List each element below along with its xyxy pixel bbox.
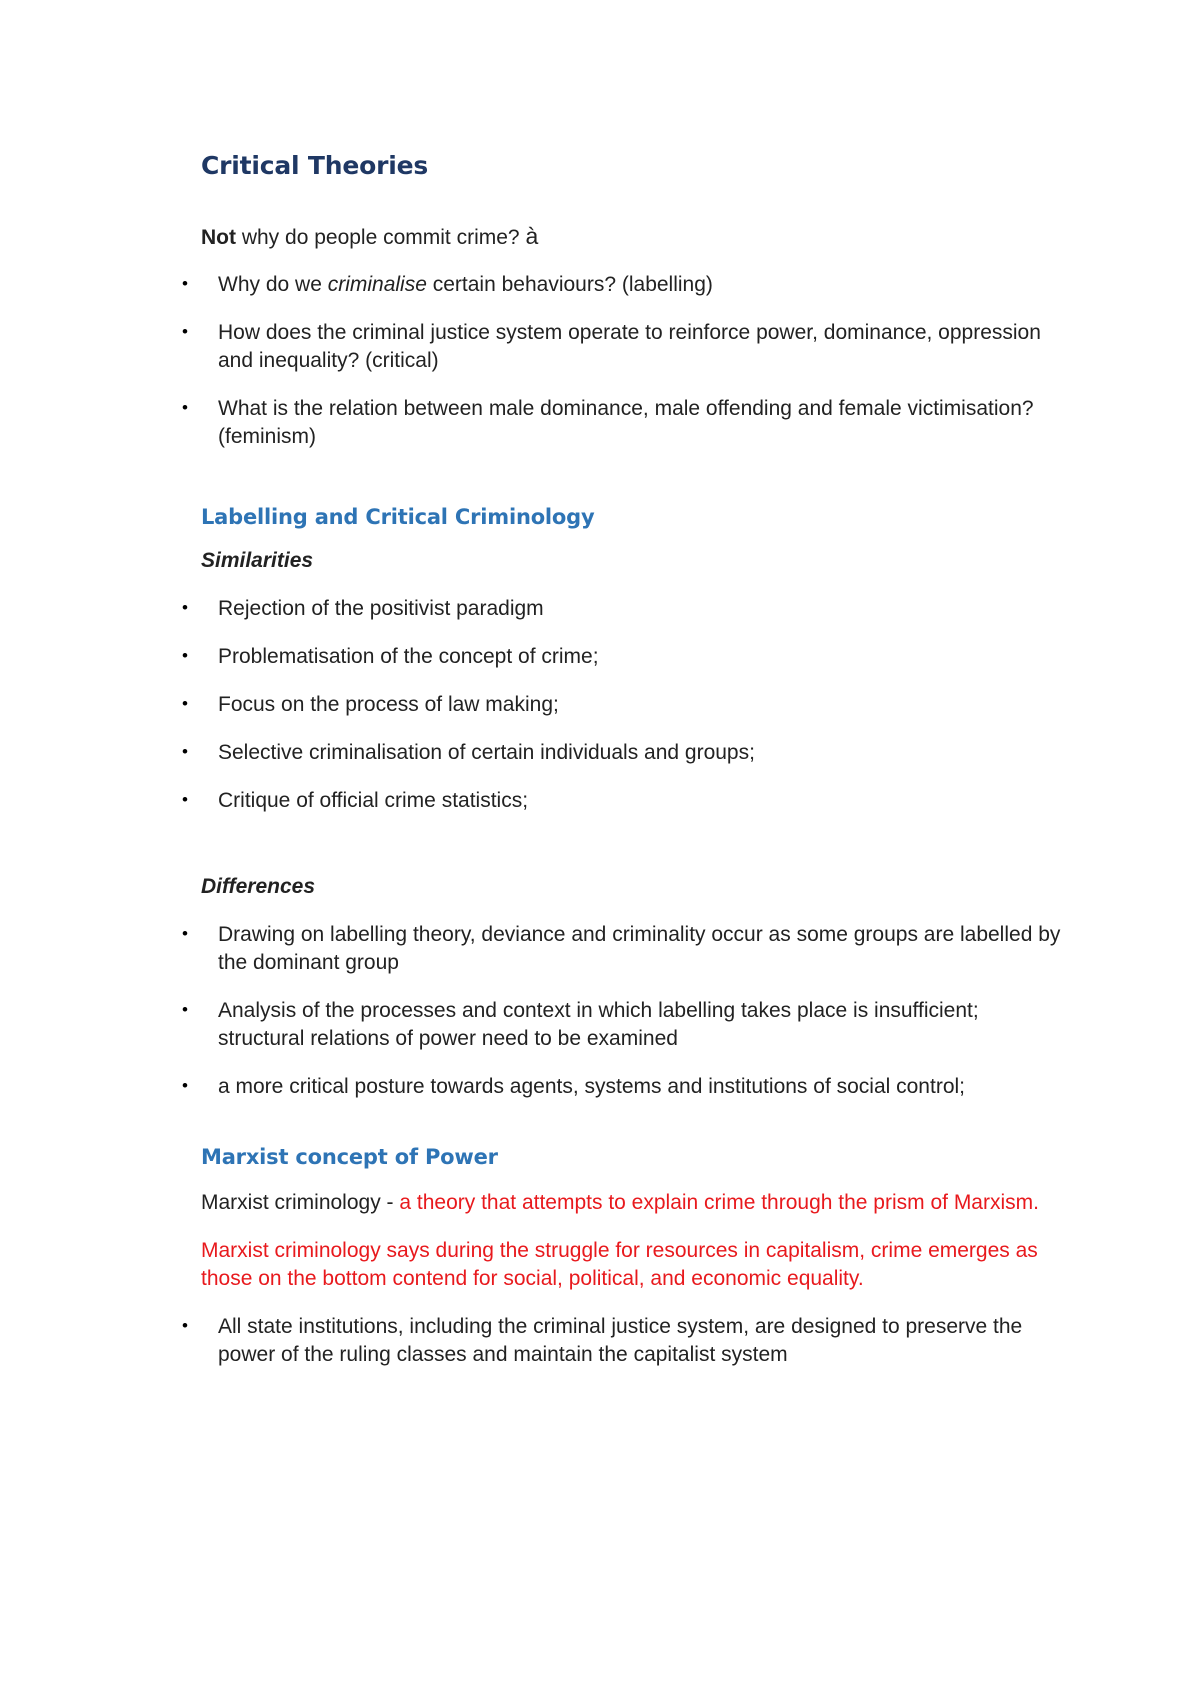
list-item: • Focus on the process of law making; [182,693,559,716]
differences-label: Differences [201,875,316,898]
similarities-list [182,595,1061,815]
bullet-icon: • [182,398,188,417]
bullet-icon: • [182,598,188,617]
marxist-list [182,1313,1061,1369]
list-item: • Selective criminalisation of certain individuals and groups; [182,741,755,764]
bullet-icon: • [182,924,188,943]
marxist-red-paragraph: Marxist criminology says during the struggle for resources in capitalism, crime emerges as those on the bottom contend for social, political, and economic equality. [201,1239,1038,1290]
arrow-glyph: à [525,223,539,249]
list-item: • Drawing on labelling theory, deviance and criminality occur as some groups are labelled by the dominant group [182,923,1061,974]
bullet-icon: • [182,742,188,761]
bullet-icon: • [182,274,188,293]
bullet-icon: • [182,790,188,809]
list-item: • How does the criminal justice system operate to reinforce power, dominance, oppression and inequality? (critical) [182,321,1041,372]
list-item: • a more critical posture towards agents, systems and institutions of social control; [182,1075,965,1098]
list-item: • Analysis of the processes and context in which labelling takes place is insufficient; structural relations of power need to be examined [182,999,979,1050]
section-heading-labelling: Labelling and Critical Criminology [201,505,595,529]
bullet-icon: • [182,1316,188,1335]
intro-line [201,222,1061,252]
differences-list [182,921,1061,1101]
intro-bold: Not [201,226,236,249]
bullet-icon: • [182,646,188,665]
bullet-icon: • [182,1076,188,1095]
list-item: • Problematisation of the concept of crime; [182,645,599,668]
list-item: • Rejection of the positivist paradigm [182,597,544,620]
marxist-definition: Marxist criminology - a theory that attempts to explain crime through the prism of Marxism. [201,1191,1039,1214]
list-item: • What is the relation between male dominance, male offending and female victimisation? (feminism) [182,397,1034,448]
document-content [182,148,1061,1369]
list-item: • Critique of official crime statistics; [182,789,529,812]
intro-text: why do people commit crime? [236,226,526,249]
bullet-icon: • [182,694,188,713]
page-title: Critical Theories [201,151,429,180]
section-heading-marxist: Marxist concept of Power [201,1145,498,1169]
bullet-icon: • [182,1000,188,1019]
questions-list [182,271,1061,451]
list-item: • All state institutions, including the criminal justice system, are designed to preserve the power of the ruling classes and maintain the capitalist system [182,1315,1023,1366]
similarities-label: Similarities [201,549,314,572]
list-item: • Why do we criminalise certain behaviours? (labelling) [182,273,713,296]
bullet-icon: • [182,322,188,341]
